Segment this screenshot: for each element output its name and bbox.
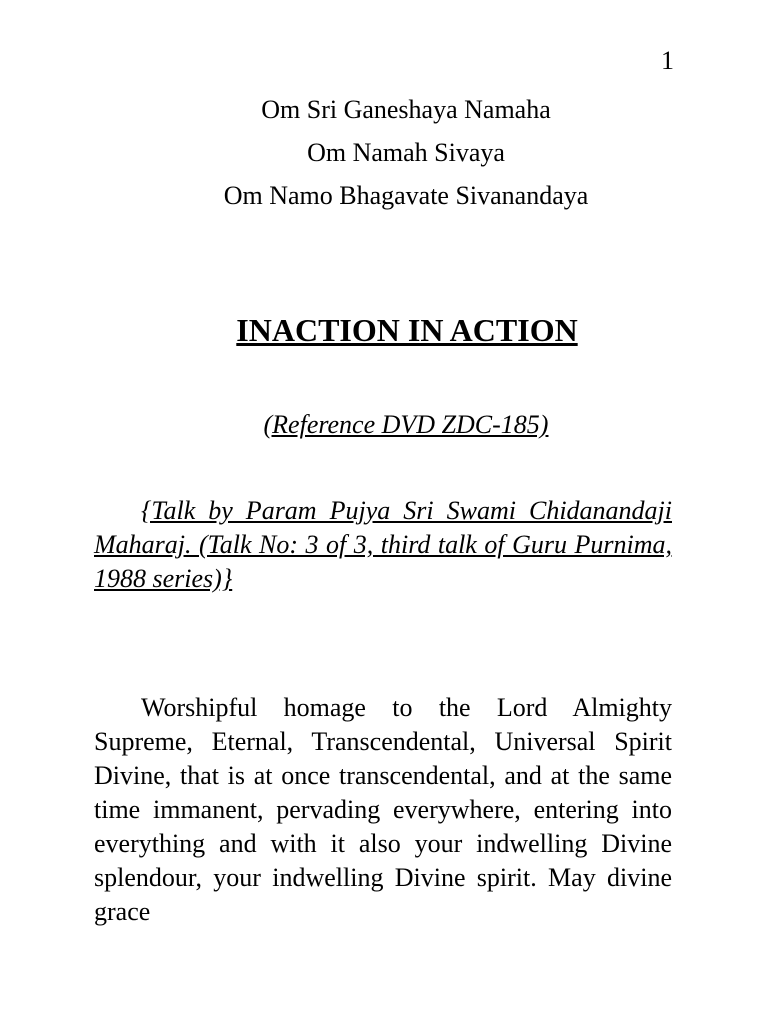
talk-info-paragraph: {Talk by Param Pujya Sri Swami Chidanandaji Maharaj. (Talk No: 3 of 3, third talk of Guru Purnima, 1988 series)} [94,496,672,593]
reference-line: (Reference DVD ZDC-185) [263,410,549,439]
invocation-line-sivananda: Om Namo Bhagavate Sivanandaya [223,181,589,210]
invocation-block [0,88,768,217]
body-paragraph: Worshipful homage to the Lord Almighty Supreme, Eternal, Transcendental, Universal Spirit Divine, that is at once transcendental, and at the same time immanent, pervading everywhere, entering into everything and with it also your indwelling Divine splendour, your indwelling Divine spirit. May divine grace [94,693,672,926]
invocation-line-ganesha: Om Sri Ganeshaya Namaha [261,95,551,124]
page-number: 1 [661,46,674,75]
invocation-line-siva: Om Namah Sivaya [307,138,505,167]
document-title: INACTION IN ACTION [236,312,578,348]
